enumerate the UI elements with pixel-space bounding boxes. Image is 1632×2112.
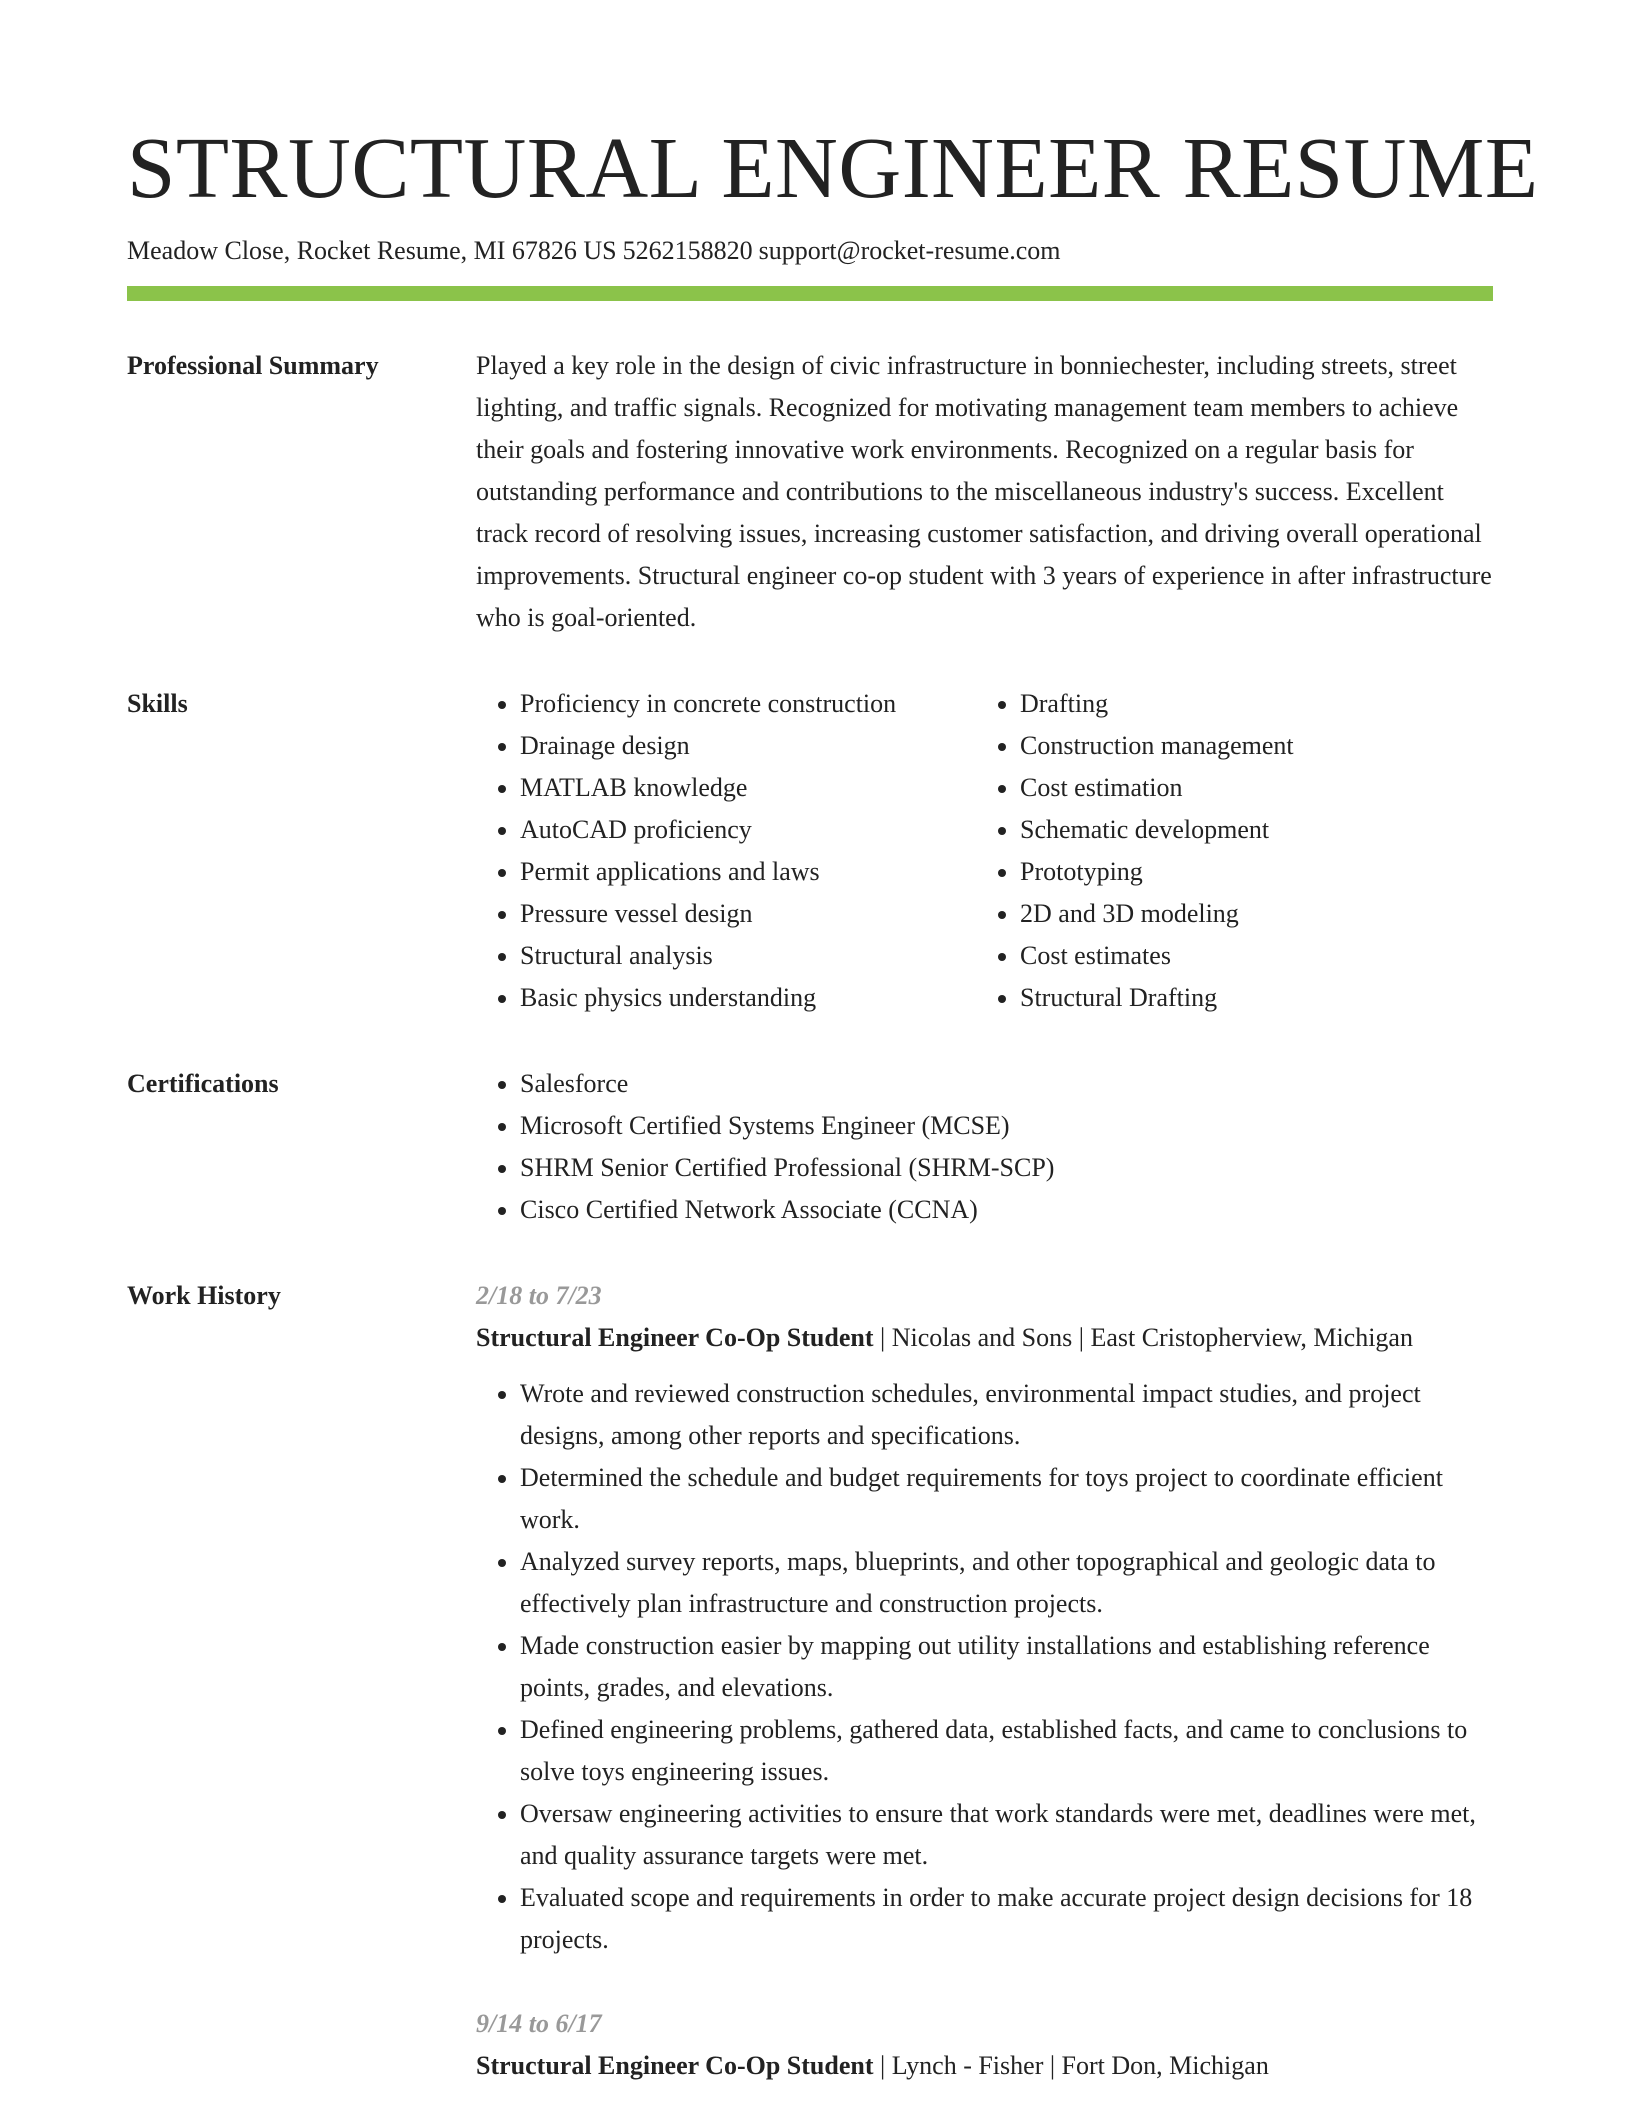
summary-text: Played a key role in the design of civic infrastructure in bonniechester, including streets, street lighting, and traffic signals. Recognized for motivating management team members to achieve their goals and fostering innovative work environments. Recognized on a regular basis for outstanding performance and contributions to the miscellaneous industry's success. Excellent track record of resolving issues, increasing customer satisfaction, and driving overall operational improvements. Structural engineer co-op student with 3 years of experience in after infrastructure who is goal-oriented. xyxy=(476,351,1492,632)
skill-item: • Structural Drafting xyxy=(1020,977,1480,1019)
contact-email[interactable]: support@rocket-resume.com xyxy=(758,236,1061,265)
job-entry xyxy=(476,1275,1493,1961)
job-details: | Lynch - Fisher | Fort Don, Michigan xyxy=(880,2051,1269,2080)
certification-item: • SHRM Senior Certified Professional (SHRM-SCP) xyxy=(520,1147,1493,1189)
job-bullets xyxy=(476,1373,1493,1961)
certification-item: • Cisco Certified Network Associate (CCNA) xyxy=(520,1189,1493,1231)
summary-body xyxy=(476,345,1493,639)
skill-item: • Permit applications and laws xyxy=(520,851,976,893)
job-bullet: • Oversaw engineering activities to ensure that work standards were met, deadlines were met, and quality assurance targets were met. xyxy=(520,1793,1493,1877)
work-history-body xyxy=(476,1275,1493,2087)
accent-divider xyxy=(127,286,1493,301)
resume-title: STRUCTURAL ENGINEER RESUME xyxy=(127,119,1539,216)
job-dates: 9/14 to 6/17 xyxy=(476,2009,602,2038)
work-history-section xyxy=(127,1283,1493,2087)
skill-item: • Schematic development xyxy=(1020,809,1480,851)
job-entry xyxy=(476,2003,1493,2087)
skill-item: • Drainage design xyxy=(520,725,976,767)
job-bullet: • Wrote and reviewed construction schedules, environmental impact studies, and project designs, among other reports and specifications. xyxy=(520,1373,1493,1457)
job-title: Structural Engineer Co-Op Student xyxy=(476,1323,874,1352)
work-history-heading: Work History xyxy=(127,1281,281,1310)
skills-section xyxy=(127,691,1493,1019)
skill-item: • 2D and 3D modeling xyxy=(1020,893,1480,935)
certifications-heading: Certifications xyxy=(127,1069,279,1098)
certification-item: • Microsoft Certified Systems Engineer (MCSE) xyxy=(520,1105,1493,1147)
job-bullet: • Defined engineering problems, gathered data, established facts, and came to conclusions to solve toys engineering issues. xyxy=(520,1709,1493,1793)
skill-item: • Structural analysis xyxy=(520,935,976,977)
contact-address: Meadow Close, Rocket Resume, MI 67826 US xyxy=(127,236,617,265)
skills-body xyxy=(476,683,1493,1019)
skill-item: • Basic physics understanding xyxy=(520,977,976,1019)
certifications-list xyxy=(476,1063,1493,1231)
job-bullet: • Made construction easier by mapping out utility installations and establishing reference points, grades, and elevations. xyxy=(520,1625,1493,1709)
skill-item: • Cost estimation xyxy=(1020,767,1480,809)
job-bullet: • Determined the schedule and budget requirements for toys project to coordinate efficient work. xyxy=(520,1457,1493,1541)
job-bullet: • Evaluated scope and requirements in order to make accurate project design decisions for 18 projects. xyxy=(520,1877,1493,1961)
job-title: Structural Engineer Co-Op Student xyxy=(476,2051,874,2080)
certification-item: • Salesforce xyxy=(520,1063,1493,1105)
job-heading xyxy=(476,2045,1493,2087)
job-details: | Nicolas and Sons | East Cristopherview, Michigan xyxy=(880,1323,1413,1352)
skill-item: • Pressure vessel design xyxy=(520,893,976,935)
resume-page xyxy=(127,0,1539,2087)
job-heading xyxy=(476,1317,1493,1359)
skill-item: • Drafting xyxy=(1020,683,1480,725)
contact-phone: 5262158820 xyxy=(622,236,753,265)
skills-column-2 xyxy=(976,683,1480,1019)
job-dates: 2/18 to 7/23 xyxy=(476,1281,602,1310)
certifications-body xyxy=(476,1063,1493,1231)
skill-item: • Cost estimates xyxy=(1020,935,1480,977)
skill-item: • Prototyping xyxy=(1020,851,1480,893)
skill-item: • MATLAB knowledge xyxy=(520,767,976,809)
skills-column-1 xyxy=(476,683,976,1019)
summary-heading: Professional Summary xyxy=(127,351,379,380)
skill-item: • Construction management xyxy=(1020,725,1480,767)
certifications-section xyxy=(127,1071,1493,1231)
job-bullet: • Analyzed survey reports, maps, blueprints, and other topographical and geologic data to effectively plan infrastructure and construction projects. xyxy=(520,1541,1493,1625)
skill-item: • AutoCAD proficiency xyxy=(520,809,976,851)
skills-heading: Skills xyxy=(127,689,188,718)
contact-line xyxy=(127,234,1493,268)
summary-section xyxy=(127,353,1493,639)
skill-item: • Proficiency in concrete construction xyxy=(520,683,976,725)
